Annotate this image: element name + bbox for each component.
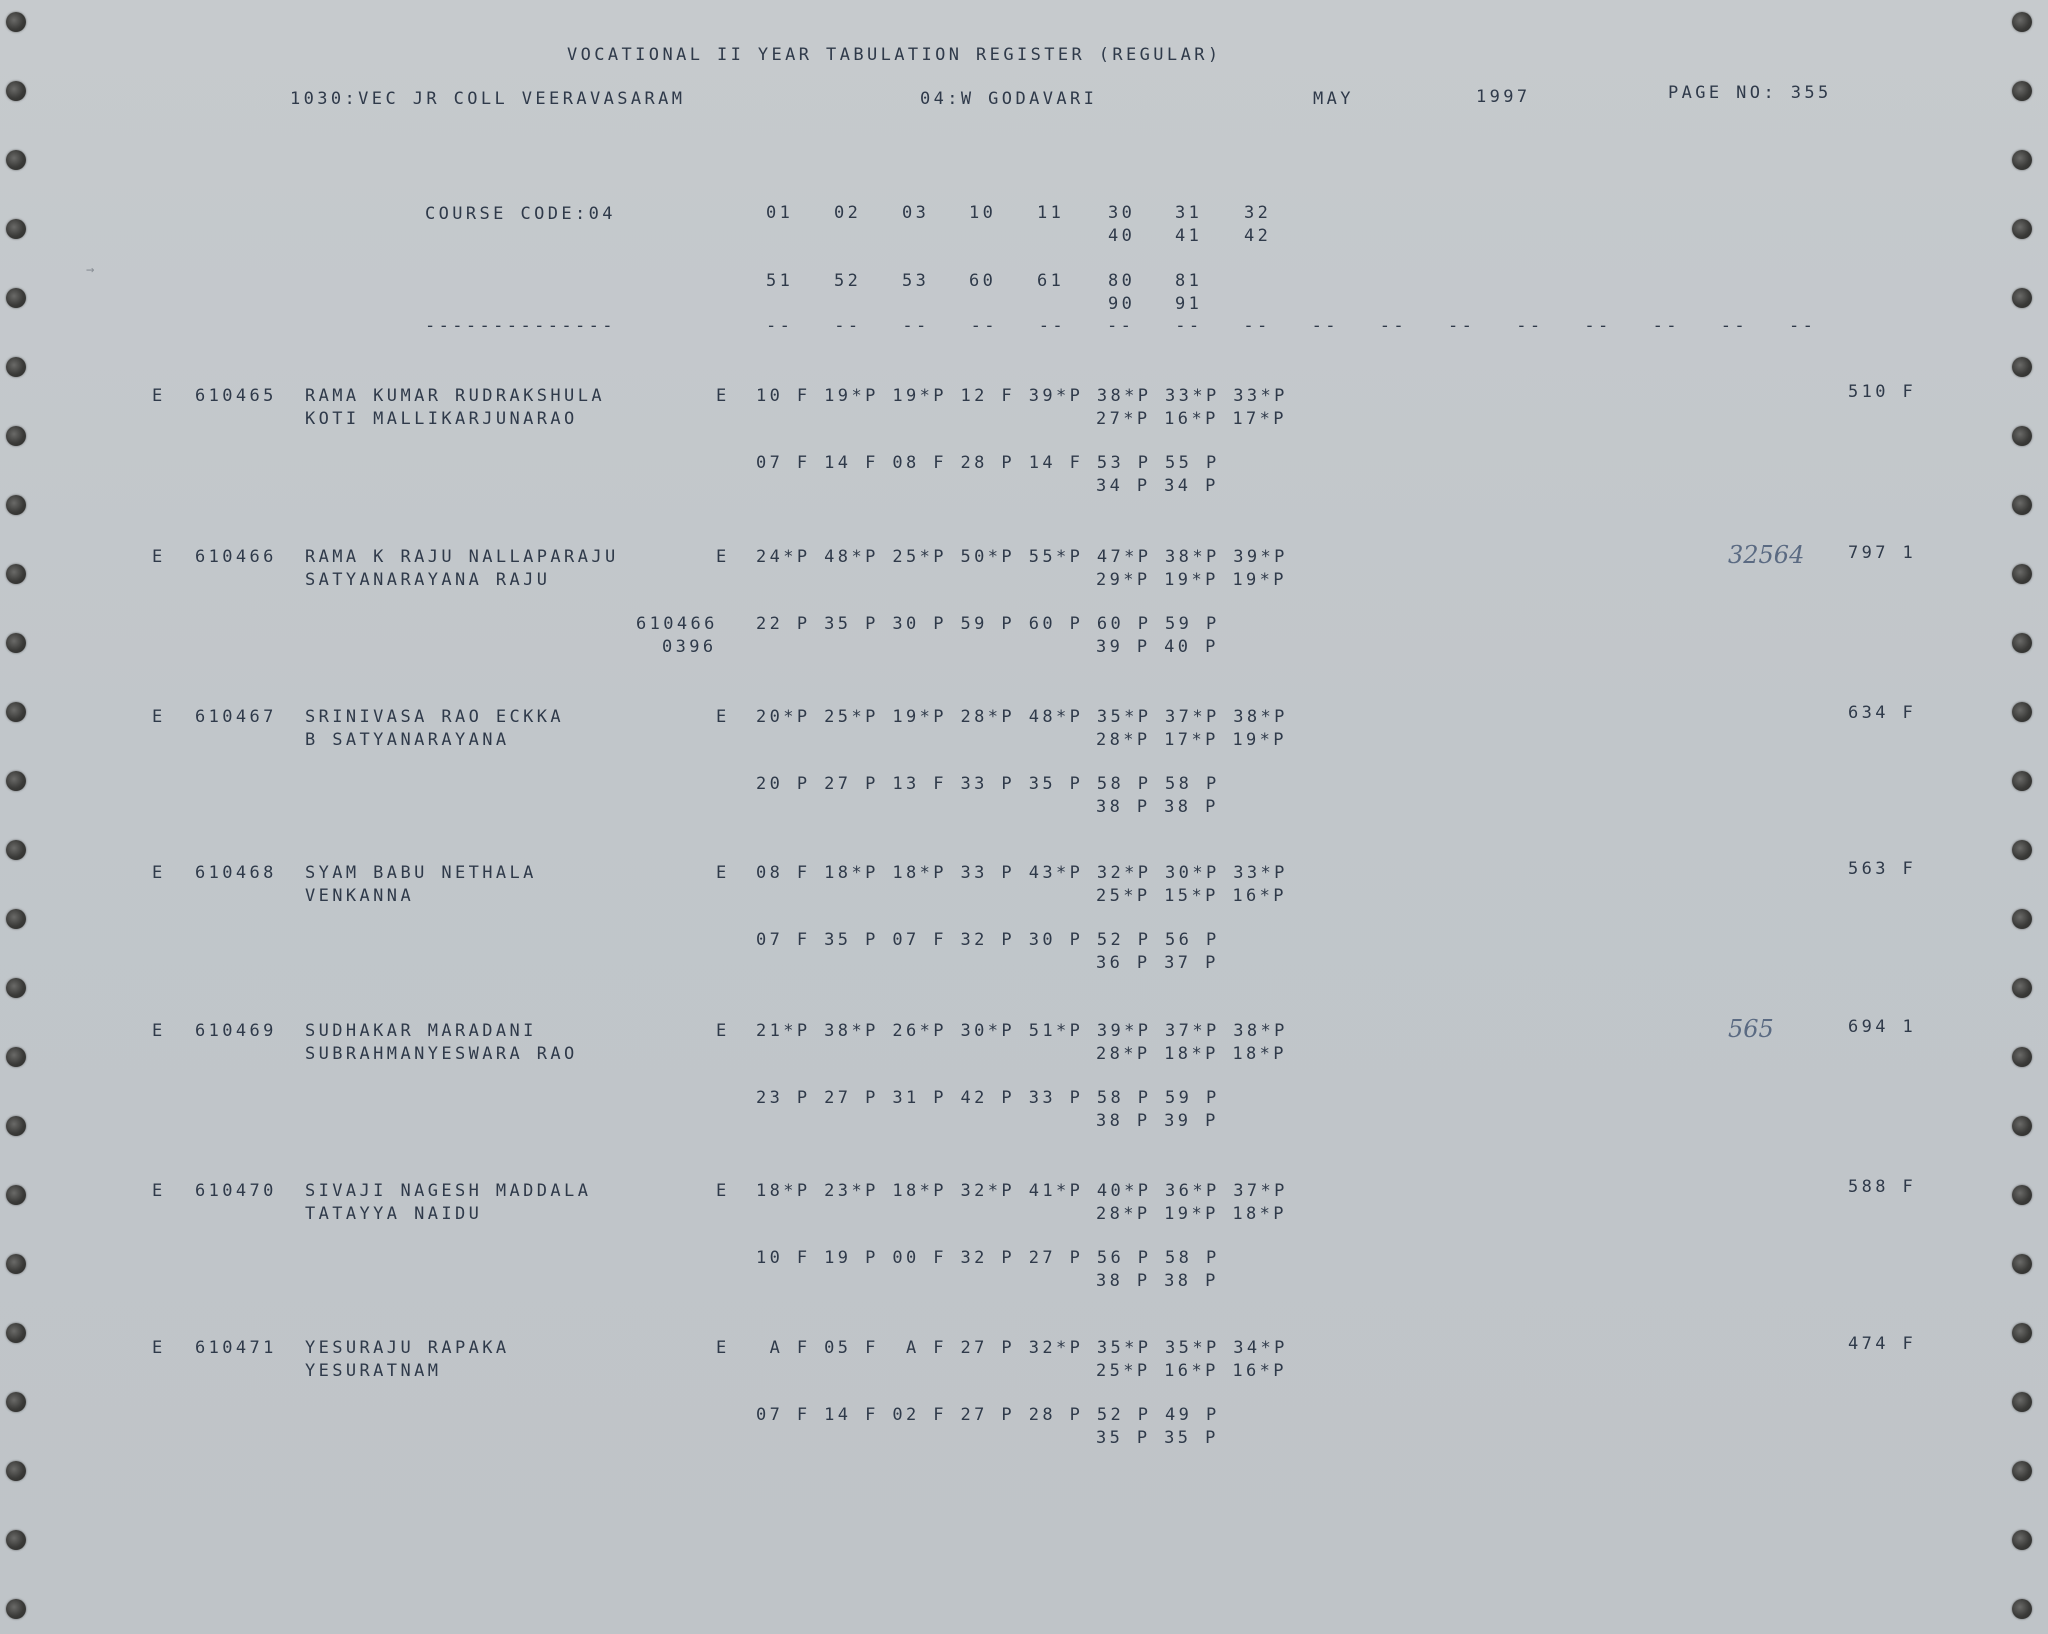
marks-part-2: 22 P 35 P 30 P 59 P 60 P 60 P 59 P	[756, 614, 1220, 634]
subject-code: 81	[1175, 271, 1203, 291]
page-number: PAGE NO: 355	[1668, 83, 1832, 103]
feed-hole	[6, 426, 26, 446]
column-dash: --	[1038, 316, 1067, 336]
column-dash: --	[1720, 316, 1749, 336]
record-prefix: E	[152, 1181, 166, 1201]
record-prefix: E	[152, 1021, 166, 1041]
feed-hole	[6, 1047, 26, 1067]
feed-hole	[6, 81, 26, 101]
medium-code: E	[716, 547, 730, 567]
marks-part-2: 07 F 14 F 02 F 27 P 28 P 52 P 49 P	[756, 1405, 1220, 1425]
feed-hole	[6, 1185, 26, 1205]
feed-hole	[2012, 1323, 2032, 1343]
feed-hole	[6, 288, 26, 308]
candidate-name: RAMA KUMAR RUDRAKSHULA	[305, 386, 605, 406]
record-prefix: E	[152, 1338, 166, 1358]
district-name: 04:W GODAVARI	[920, 89, 1098, 109]
course-code-label: COURSE CODE:04	[425, 204, 616, 224]
column-dash: --	[902, 316, 930, 336]
subject-code: 90	[1108, 294, 1136, 314]
candidate-name: YESURAJU RAPAKA	[305, 1338, 510, 1358]
feed-hole	[2012, 909, 2032, 929]
handwritten-note: 565	[1728, 1015, 1774, 1043]
feed-hole	[2012, 1116, 2032, 1136]
subject-code: 51	[766, 271, 794, 291]
roll-number: 610465	[195, 386, 277, 406]
left-feed-strip	[0, 0, 54, 1634]
marks-part-1: 18*P 23*P 18*P 32*P 41*P 40*P 36*P 37*P	[756, 1181, 1288, 1201]
subject-code: 53	[902, 271, 930, 291]
exam-month: MAY	[1313, 89, 1354, 109]
feed-hole	[2012, 1047, 2032, 1067]
subject-code: 30	[1108, 203, 1136, 223]
marks-part-2-extra: 34 P 34 P	[1096, 476, 1219, 496]
column-dash: --	[1311, 316, 1339, 336]
subject-code: 10	[969, 203, 997, 223]
marks-part-1: 10 F 19*P 19*P 12 F 39*P 38*P 33*P 33*P	[756, 386, 1288, 406]
feed-hole	[2012, 1530, 2032, 1550]
marks-part-1: A F 05 F A F 27 P 32*P 35*P 35*P 34*P	[756, 1338, 1288, 1358]
feed-hole	[6, 357, 26, 377]
marks-part-1: 08 F 18*P 18*P 33 P 43*P 32*P 30*P 33*P	[756, 863, 1288, 883]
feed-hole	[2012, 1392, 2032, 1412]
parent-name: TATAYYA NAIDU	[305, 1204, 483, 1224]
total-and-result: 588 F	[1848, 1177, 1917, 1197]
margin-mark: →	[86, 262, 95, 278]
roll-number: 610467	[195, 707, 277, 727]
parent-name: YESURATNAM	[305, 1361, 442, 1381]
medium-code: E	[716, 1021, 730, 1041]
marks-part-2: 23 P 27 P 31 P 42 P 33 P 58 P 59 P	[756, 1088, 1220, 1108]
marks-part-1: 20*P 25*P 19*P 28*P 48*P 35*P 37*P 38*P	[756, 707, 1288, 727]
subject-code: 41	[1175, 226, 1203, 246]
total-and-result: 510 F	[1848, 382, 1917, 402]
record-prefix: E	[152, 547, 166, 567]
column-dash: --	[1516, 316, 1544, 336]
feed-hole	[6, 1461, 26, 1481]
column-dash: --	[1652, 316, 1680, 336]
college-name: 1030:VEC JR COLL VEERAVASARAM	[290, 89, 686, 109]
medium-code: E	[716, 707, 730, 727]
candidate-name: SUDHAKAR MARADANI	[305, 1021, 537, 1041]
feed-hole	[6, 840, 26, 860]
column-dash: --	[1789, 316, 1817, 336]
column-dash: --	[970, 316, 998, 336]
subject-code: 31	[1175, 203, 1203, 223]
column-dash: --	[1175, 316, 1203, 336]
marks-part-1-extra: 27*P 16*P 17*P	[1096, 409, 1287, 429]
feed-hole	[6, 1254, 26, 1274]
feed-hole	[6, 1392, 26, 1412]
subject-code: 32	[1244, 203, 1272, 223]
feed-hole	[6, 12, 26, 32]
feed-hole	[2012, 702, 2032, 722]
roll-number: 610470	[195, 1181, 277, 1201]
marks-part-1-extra: 29*P 19*P 19*P	[1096, 570, 1287, 590]
feed-hole	[6, 978, 26, 998]
marks-part-1-extra: 28*P 18*P 18*P	[1096, 1044, 1287, 1064]
marks-part-1-extra: 28*P 19*P 18*P	[1096, 1204, 1287, 1224]
marks-part-2-extra: 36 P 37 P	[1096, 953, 1219, 973]
marks-part-1-extra: 25*P 16*P 16*P	[1096, 1361, 1287, 1381]
marks-part-2: 10 F 19 P 00 F 32 P 27 P 56 P 58 P	[756, 1248, 1220, 1268]
candidate-name: SYAM BABU NETHALA	[305, 863, 537, 883]
feed-hole	[2012, 978, 2032, 998]
feed-hole	[2012, 633, 2032, 653]
subject-code: 01	[766, 203, 794, 223]
total-and-result: 694 1	[1848, 1017, 1917, 1037]
parent-name: B SATYANARAYANA	[305, 730, 510, 750]
marks-part-1-extra: 25*P 15*P 16*P	[1096, 886, 1287, 906]
roll-number: 610469	[195, 1021, 277, 1041]
subject-code: 60	[969, 271, 997, 291]
total-and-result: 797 1	[1848, 543, 1917, 563]
marks-part-2-extra: 38 P 38 P	[1096, 797, 1219, 817]
medium-code: E	[716, 863, 730, 883]
column-dash: --	[1584, 316, 1612, 336]
right-feed-strip	[1994, 0, 2048, 1634]
marks-part-1: 24*P 48*P 25*P 50*P 55*P 47*P 38*P 39*P	[756, 547, 1288, 567]
feed-hole	[6, 219, 26, 239]
record-prefix: E	[152, 386, 166, 406]
marks-part-2-extra: 39 P 40 P	[1096, 637, 1219, 657]
feed-hole	[6, 1116, 26, 1136]
feed-hole	[6, 702, 26, 722]
subject-code: 52	[834, 271, 862, 291]
handwritten-note: 32564	[1728, 541, 1805, 569]
total-and-result: 563 F	[1848, 859, 1917, 879]
feed-hole	[2012, 564, 2032, 584]
roll-number: 610466	[195, 547, 277, 567]
feed-hole	[6, 564, 26, 584]
total-and-result: 634 F	[1848, 703, 1917, 723]
feed-hole	[2012, 81, 2032, 101]
subject-code: 02	[834, 203, 862, 223]
subject-code: 40	[1108, 226, 1136, 246]
parent-name: KOTI MALLIKARJUNARAO	[305, 409, 578, 429]
parent-name: SATYANARAYANA RAJU	[305, 570, 551, 590]
feed-hole	[2012, 495, 2032, 515]
feed-hole	[2012, 840, 2032, 860]
candidate-name: RAMA K RAJU NALLAPARAJU	[305, 547, 619, 567]
feed-hole	[2012, 1599, 2032, 1619]
total-and-result: 474 F	[1848, 1334, 1917, 1354]
marks-part-2-extra: 38 P 38 P	[1096, 1271, 1219, 1291]
feed-hole	[6, 150, 26, 170]
candidate-name: SRINIVASA RAO ECKKA	[305, 707, 565, 727]
side-reference: 610466	[636, 614, 718, 634]
medium-code: E	[716, 1338, 730, 1358]
record-prefix: E	[152, 707, 166, 727]
marks-part-2: 07 F 35 P 07 F 32 P 30 P 52 P 56 P	[756, 930, 1220, 950]
feed-hole	[2012, 1461, 2032, 1481]
course-underline: --------------	[425, 316, 616, 336]
record-prefix: E	[152, 863, 166, 883]
column-dash: --	[766, 316, 794, 336]
feed-hole	[2012, 1185, 2032, 1205]
side-reference-code: 0396	[662, 637, 717, 657]
candidate-name: SIVAJI NAGESH MADDALA	[305, 1181, 592, 1201]
feed-hole	[6, 909, 26, 929]
marks-part-2-extra: 38 P 39 P	[1096, 1111, 1219, 1131]
column-dash: --	[834, 316, 862, 336]
subject-code: 03	[902, 203, 930, 223]
subject-code: 80	[1108, 271, 1136, 291]
feed-hole	[2012, 288, 2032, 308]
column-dash: --	[1107, 316, 1135, 336]
marks-part-1: 21*P 38*P 26*P 30*P 51*P 39*P 37*P 38*P	[756, 1021, 1288, 1041]
feed-hole	[2012, 357, 2032, 377]
feed-hole	[2012, 771, 2032, 791]
feed-hole	[6, 495, 26, 515]
parent-name: VENKANNA	[305, 886, 415, 906]
medium-code: E	[716, 386, 730, 406]
subject-code: 11	[1037, 203, 1065, 223]
feed-hole	[2012, 426, 2032, 446]
register-title: VOCATIONAL II YEAR TABULATION REGISTER (REGULAR)	[567, 45, 1222, 65]
marks-part-2: 07 F 14 F 08 F 28 P 14 F 53 P 55 P	[756, 453, 1220, 473]
column-dash: --	[1379, 316, 1408, 336]
feed-hole	[2012, 12, 2032, 32]
parent-name: SUBRAHMANYESWARA RAO	[305, 1044, 578, 1064]
feed-hole	[6, 633, 26, 653]
feed-hole	[2012, 150, 2032, 170]
roll-number: 610471	[195, 1338, 277, 1358]
feed-hole	[6, 1530, 26, 1550]
feed-hole	[2012, 1254, 2032, 1274]
feed-hole	[6, 1323, 26, 1343]
marks-part-2: 20 P 27 P 13 F 33 P 35 P 58 P 58 P	[756, 774, 1220, 794]
exam-year: 1997	[1476, 87, 1531, 107]
marks-part-1-extra: 28*P 17*P 19*P	[1096, 730, 1287, 750]
feed-hole	[6, 771, 26, 791]
column-dash: --	[1448, 316, 1476, 336]
feed-hole	[2012, 219, 2032, 239]
subject-code: 61	[1037, 271, 1065, 291]
roll-number: 610468	[195, 863, 277, 883]
marks-part-2-extra: 35 P 35 P	[1096, 1428, 1219, 1448]
subject-code: 91	[1175, 294, 1203, 314]
medium-code: E	[716, 1181, 730, 1201]
column-dash: --	[1243, 316, 1271, 336]
subject-code: 42	[1244, 226, 1272, 246]
feed-hole	[6, 1599, 26, 1619]
